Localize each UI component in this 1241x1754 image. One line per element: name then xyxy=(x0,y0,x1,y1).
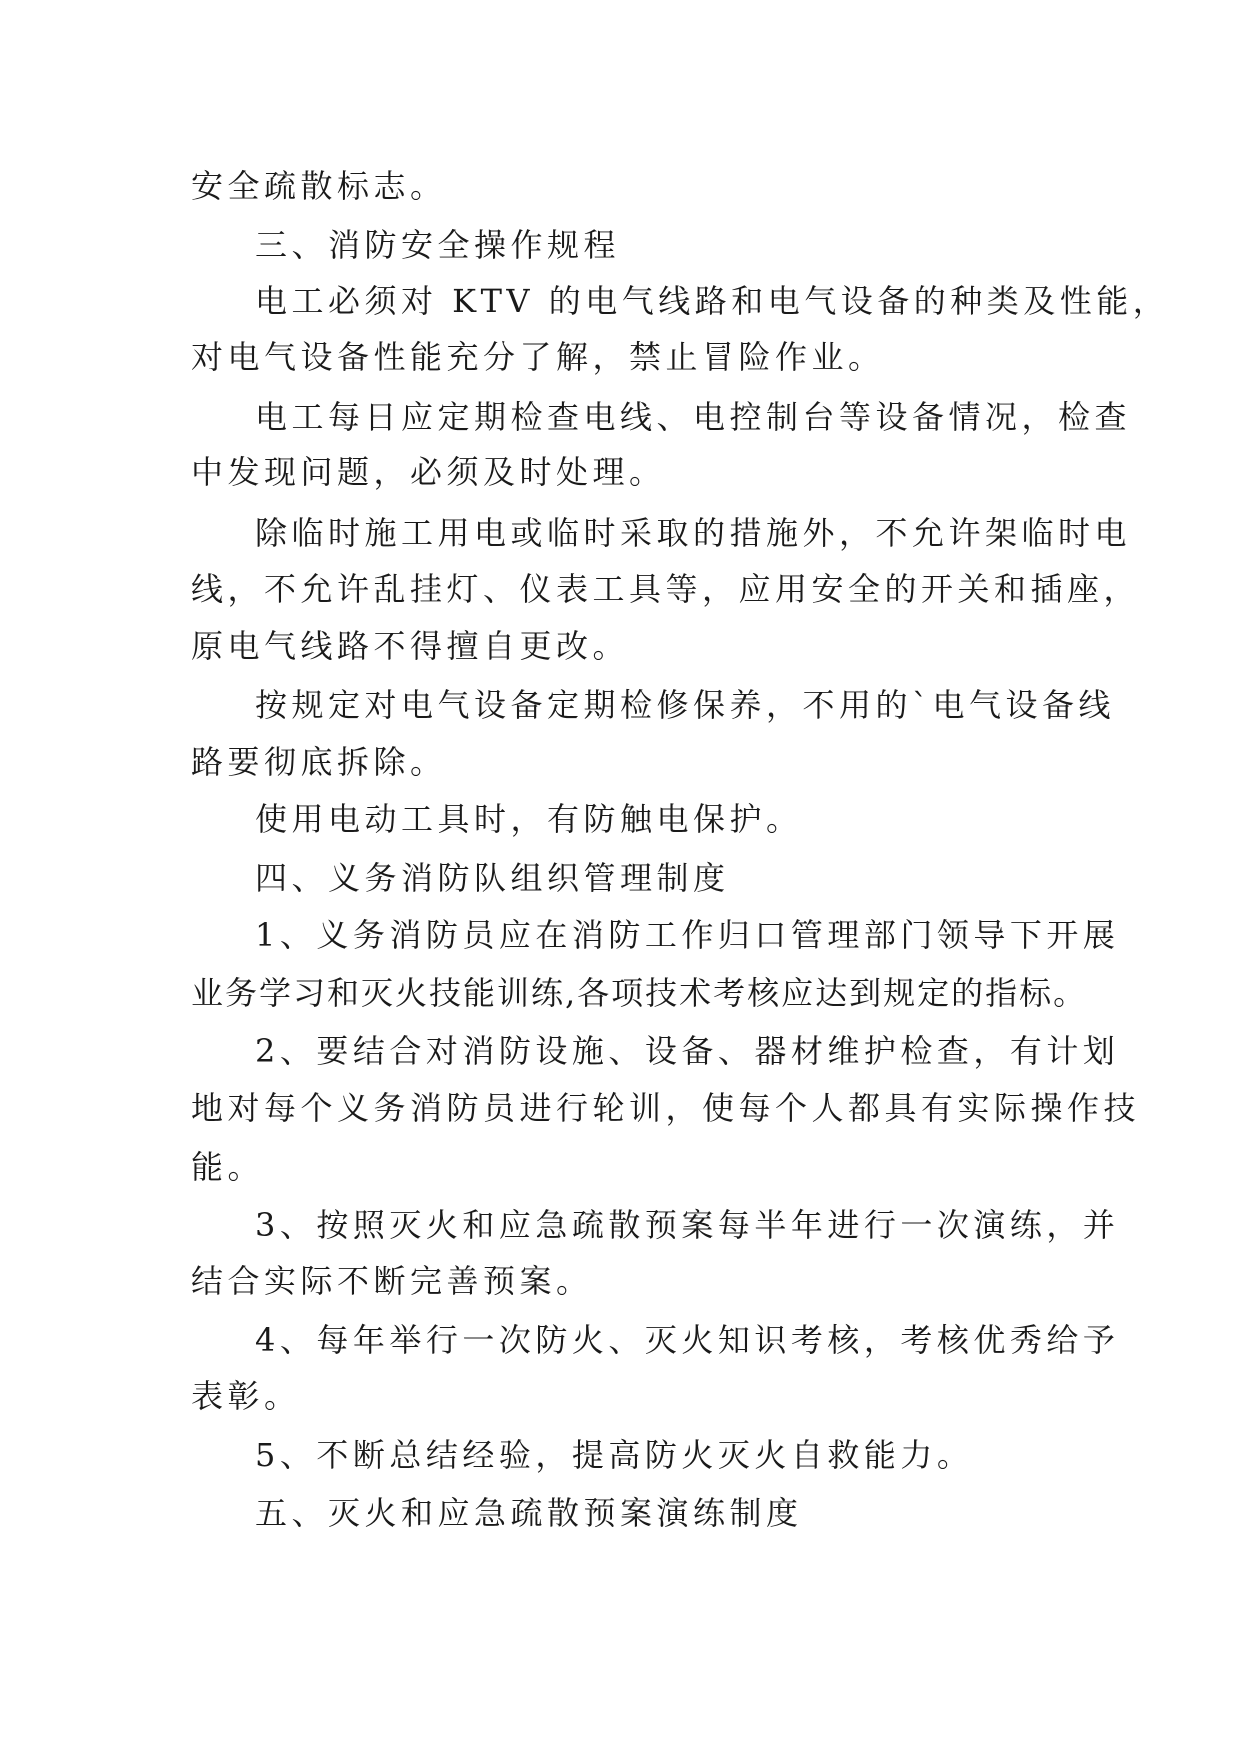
body-text-line: 表彰。 xyxy=(191,1377,301,1415)
paragraph-line: 1、义务消防员应在消防工作归口管理部门领导下开展 xyxy=(255,916,1120,954)
paragraph-line: 按规定对电气设备定期检修保养，不用的`电气设备线 xyxy=(255,686,1116,724)
body-text-line: 原电气线路不得擅自更改。 xyxy=(191,627,630,665)
section-heading: 五、灭火和应急疏散预案演练制度 xyxy=(255,1494,803,1532)
section-heading: 四、义务消防队组织管理制度 xyxy=(255,859,730,897)
paragraph-line: 除临时施工用电或临时采取的措施外，不允许架临时电 xyxy=(255,514,1132,552)
body-text-line: 对电气设备性能充分了解，禁止冒险作业。 xyxy=(191,338,885,376)
body-text-line: 业务学习和灭火技能训练,各项技术考核应达到规定的指标。 xyxy=(191,974,1088,1012)
paragraph-line: 3、按照灭火和应急疏散预案每半年进行一次演练，并 xyxy=(255,1206,1120,1244)
paragraph-line: 2、要结合对消防设施、设备、器材维护检查，有计划 xyxy=(255,1032,1120,1070)
body-text-line: 地对每个义务消防员进行轮训，使每个人都具有实际操作技 xyxy=(191,1089,1141,1127)
paragraph-line: 5、不断总结经验，提高防火灭火自救能力。 xyxy=(255,1436,974,1474)
paragraph-line: 电工必须对 KTV 的电气线路和电气设备的种类及性能， xyxy=(255,282,1170,320)
body-text-line: 中发现问题，必须及时处理。 xyxy=(191,453,666,491)
body-text-line: 路要彻底拆除。 xyxy=(191,743,447,781)
paragraph-line: 电工每日应定期检查电线、电控制台等设备情况，检查 xyxy=(255,398,1132,436)
body-text-line: 能。 xyxy=(191,1148,265,1186)
body-text-line: 结合实际不断完善预案。 xyxy=(191,1262,593,1300)
body-text-line: 线，不允许乱挂灯、仪表工具等，应用安全的开关和插座， xyxy=(191,570,1141,608)
body-text-line: 安全疏散标志。 xyxy=(191,167,447,205)
section-heading: 三、消防安全操作规程 xyxy=(255,226,621,264)
paragraph-line: 使用电动工具时，有防触电保护。 xyxy=(255,800,803,838)
paragraph-line: 4、每年举行一次防火、灭火知识考核，考核优秀给予 xyxy=(255,1321,1120,1359)
